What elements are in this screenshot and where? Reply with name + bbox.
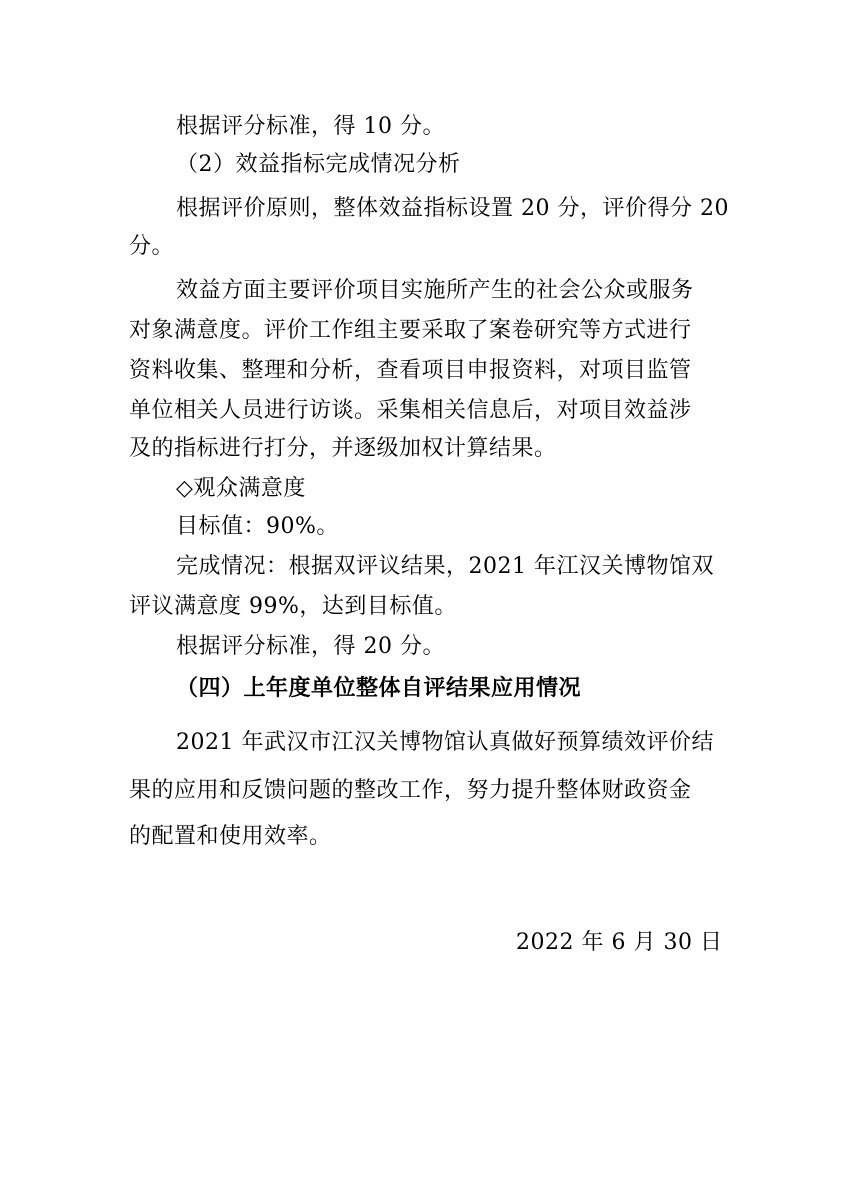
indicator-title: ◇观众满意度 — [176, 476, 306, 501]
paragraph-line: 完成情况：根据双评议结果，2021 年江汉关博物馆双 — [176, 554, 714, 579]
score-line-20: 根据评分标准，得 20 分。 — [176, 634, 445, 659]
paragraph-line: 对象满意度。评价工作组主要采取了案卷研究等方式进行 — [129, 318, 692, 343]
document-date: 2022 年 6 月 30 日 — [516, 930, 723, 955]
target-value: 目标值：90%。 — [176, 514, 339, 539]
paragraph-line: 单位相关人员进行访谈。采集相关信息后，对项目效益涉 — [129, 398, 692, 423]
paragraph-line: 评议满意度 99%，达到目标值。 — [129, 594, 457, 619]
paragraph-line: 分。 — [129, 234, 175, 259]
paragraph-line: 根据评价原则，整体效益指标设置 20 分，评价得分 20 — [176, 196, 729, 221]
paragraph-line: 效益方面主要评价项目实施所产生的社会公众或服务 — [176, 278, 694, 303]
closing-paragraph-line: 2021 年武汉市江汉关博物馆认真做好预算绩效评价结 — [176, 730, 714, 755]
score-line-10: 根据评分标准，得 10 分。 — [176, 114, 445, 139]
subsection-heading: （2）效益指标完成情况分析 — [176, 152, 461, 177]
closing-paragraph-line: 果的应用和反馈问题的整改工作，努力提升整体财政资金 — [129, 778, 692, 803]
closing-paragraph-line: 的配置和使用效率。 — [129, 824, 332, 849]
paragraph-line: 及的指标进行打分，并逐级加权计算结果。 — [129, 436, 557, 461]
section-heading: （四）上年度单位整体自评结果应用情况 — [176, 676, 582, 701]
paragraph-line: 资料收集、整理和分析，查看项目申报资料，对项目监管 — [129, 358, 692, 383]
